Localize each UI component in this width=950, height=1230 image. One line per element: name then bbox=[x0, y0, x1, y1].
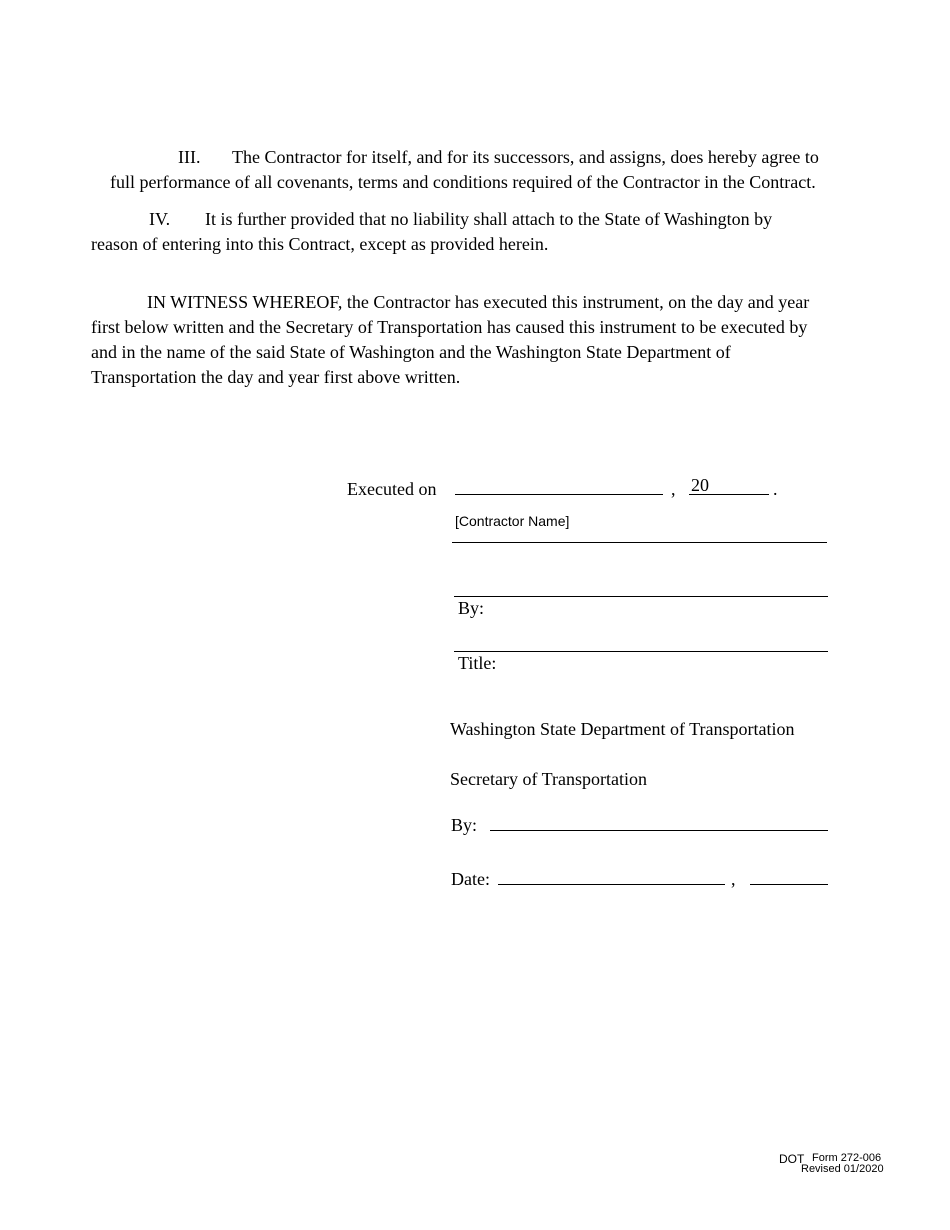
contractor-title-line[interactable] bbox=[454, 651, 828, 652]
para3-line2: full performance of all covenants, terms and conditions required of the Contractor in the Contract. bbox=[110, 172, 816, 192]
para3-number: III. bbox=[178, 147, 201, 167]
para3-line1: The Contractor for itself, and for its successors, and assigns, does hereby agree to bbox=[232, 147, 819, 167]
contractor-by-label: By: bbox=[458, 598, 485, 618]
executed-comma: , bbox=[671, 479, 676, 499]
witness-line1: IN WITNESS WHEREOF, the Contractor has executed this instrument, on the day and year bbox=[147, 292, 810, 312]
executed-label: Executed on bbox=[347, 479, 437, 499]
wsdot-department: Washington State Department of Transportation bbox=[450, 719, 795, 739]
executed-year-line[interactable] bbox=[689, 494, 769, 495]
contractor-signature-line[interactable] bbox=[454, 596, 828, 597]
wsdot-year-line[interactable] bbox=[750, 884, 828, 885]
wsdot-date-label: Date: bbox=[451, 869, 490, 889]
wsdot-date-line[interactable] bbox=[498, 884, 725, 885]
executed-date-line[interactable] bbox=[455, 494, 663, 495]
witness-line2: first below written and the Secretary of Transportation has caused this instrument to be executed by bbox=[91, 317, 808, 337]
witness-line4: Transportation the day and year first above written. bbox=[91, 367, 461, 387]
para4-number: IV. bbox=[149, 209, 171, 229]
wsdot-secretary: Secretary of Transportation bbox=[450, 769, 647, 789]
contractor-title-label: Title: bbox=[458, 653, 497, 673]
para4-line2: reason of entering into this Contract, except as provided herein. bbox=[91, 234, 549, 254]
footer-revised: Revised 01/2020 bbox=[801, 1163, 884, 1175]
executed-year-prefix: 20 bbox=[691, 475, 709, 495]
wsdot-by-label: By: bbox=[451, 815, 478, 835]
contractor-name-line[interactable] bbox=[452, 542, 827, 543]
wsdot-signature-line[interactable] bbox=[490, 830, 828, 831]
contractor-name-placeholder: [Contractor Name] bbox=[455, 513, 570, 529]
wsdot-date-comma: , bbox=[731, 869, 736, 889]
para4-line1: It is further provided that no liability shall attach to the State of Washington by bbox=[205, 209, 773, 229]
witness-line3: and in the name of the said State of Washington and the Washington State Department of bbox=[91, 342, 731, 362]
footer-dot: DOT bbox=[779, 1152, 805, 1166]
executed-period: . bbox=[773, 479, 778, 499]
footer-form: Form 272-006 bbox=[812, 1152, 882, 1164]
